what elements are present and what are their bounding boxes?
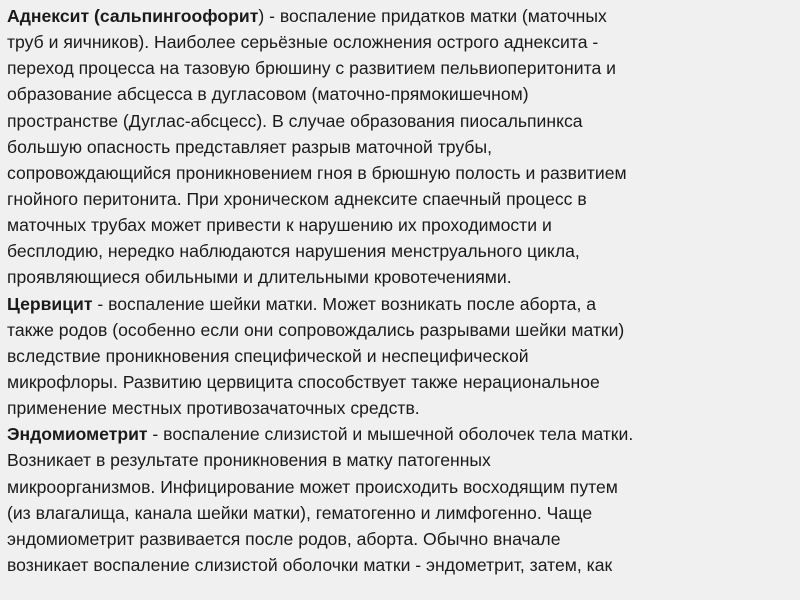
text-line (7, 186, 797, 212)
text-line (7, 3, 797, 29)
line-text: труб и яичников). Наиболее серьёзные осложнения острого аднексита - (7, 32, 599, 53)
text-line (7, 421, 797, 447)
line-text: микроорганизмов. Инфицирование может происходить восходящим путем (7, 476, 618, 497)
text-line (7, 395, 797, 421)
text-line (7, 264, 797, 290)
text-line (7, 81, 797, 107)
line-text: микрофлоры. Развитию цервицита способствует также нерациональное (7, 371, 600, 392)
text-line (7, 212, 797, 238)
text-line (7, 55, 797, 81)
line-text: бесплодию, нередко наблюдаются нарушения менструального цикла, (7, 241, 580, 262)
line-text: образование абсцесса в дугласовом (маточно-прямокишечном) (7, 84, 529, 105)
text-line (7, 291, 797, 317)
text-line (7, 500, 797, 526)
text-line (7, 474, 797, 500)
term-adnexitis: Аднексит (сальпингоофорит (7, 6, 259, 26)
text-block (7, 3, 797, 578)
line-text: ) - воспаление придатков матки (маточных (258, 6, 607, 26)
line-text: маточных трубах может привести к нарушению их проходимости и (7, 215, 552, 236)
line-text: применение местных противозачаточных средств. (7, 398, 420, 419)
text-line (7, 343, 797, 369)
line-text: Возникает в результате проникновения в матку патогенных (7, 450, 491, 471)
line-text: вследствие проникновения специфической и неспецифической (7, 345, 529, 366)
term-cervicitis: Цервицит (7, 293, 93, 314)
text-line (7, 317, 797, 343)
text-line (7, 526, 797, 552)
line-text: проявляющиеся обильными и длительными кровотечениями. (7, 267, 512, 288)
text-line (7, 552, 797, 578)
line-text: - воспаление шейки матки. Может возникать после аборта, а (92, 293, 597, 314)
term-endomyometritis: Эндомиометрит (7, 424, 148, 445)
text-line (7, 134, 797, 160)
line-text: гнойного перитонита. При хроническом аднексите спаечный процесс в (7, 188, 587, 209)
line-text: возникает воспаление слизистой оболочки матки - эндометрит, затем, как (7, 554, 613, 575)
line-text: большую опасность представляет разрыв маточной трубы, (7, 136, 492, 157)
line-text: сопровождающийся проникновением гноя в брюшную полость и развитием (7, 162, 627, 183)
line-text: эндомиометрит развивается после родов, аборта. Обычно вначале (7, 528, 561, 549)
line-text: переход процесса на тазовую брюшину с развитием пельвиоперитонита и (7, 58, 616, 79)
text-line (7, 369, 797, 395)
line-text: также родов (особенно если они сопровождались разрывами шейки матки) (7, 319, 625, 340)
text-line (7, 238, 797, 264)
line-text: - воспаление слизистой и мышечной оболочек тела матки. (147, 424, 634, 445)
text-line (7, 447, 797, 473)
text-line (7, 108, 797, 134)
text-line (7, 29, 797, 55)
line-text: пространстве (Дуглас-абсцесс). В случае образования пиосальпинкса (7, 110, 583, 131)
line-text: (из влагалища, канала шейки матки), гематогенно и лимфогенно. Чаще (7, 502, 593, 523)
text-line (7, 160, 797, 186)
